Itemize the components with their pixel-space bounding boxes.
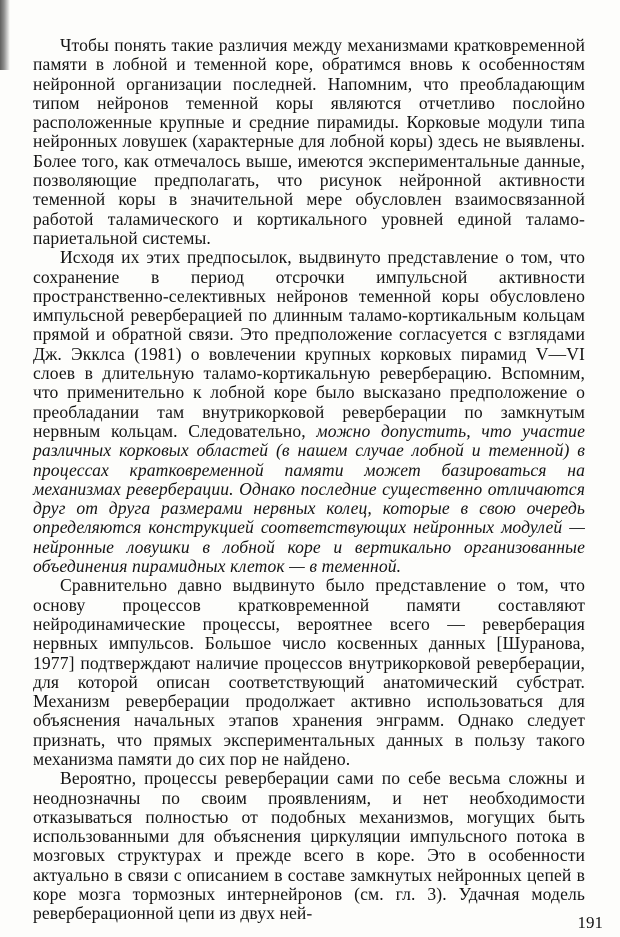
paragraph-3: Сравнительно давно выдвинуто было представление о том, что основу процессов кратковременной памяти составляют нейродинамические процессы, вероятнее всего — реверберация нервных импульсов. Большое число косвенных данных [Шуранова, 1977] подтверждают наличие процессов внутрикорковой реверберации, для которой описан соответствующий анатомический субстрат. Механизм реверберации продолжает активно использоваться для объяснения начальных этапов хранения энграмм. Однако следует признать, что прямых экспериментальных данных в пользу такого механизма памяти до сих пор не найдено. <box>33 575 585 769</box>
page-number: 191 <box>577 913 603 932</box>
paragraph-2 <box>33 248 585 576</box>
body-text <box>33 36 585 924</box>
paragraph-2-italic: можно допустить, что участие различных корковых областей (в нашем случае лобной и теменной) в процессах кратковременной памяти может базироваться на механизмах реверберации. Однако последние существенно отличаются друг от друга размерами нервных колец, которые в свою очередь определяются конструкцией соответствующих нейронных модулей — нейронные ловушки в лобной коре и вертикально организованные объединения пирамидных клеток — в теменной. <box>33 420 585 577</box>
scan-shadow <box>0 0 10 70</box>
paragraph-4: Вероятно, процессы реверберации сами по себе весьма сложны и неоднозначны по своим проявлениям, и нет необходимости отказываться полностью от подобных механизмов, могущих быть использованными для объяснения циркуляции импульсного потока в мозговых структурах и прежде всего в коре. Это в особенности актуально в связи с описанием в составе замкнутых нейронных цепей в коре мозга тормозных интернейронов (см. гл. 3). Удачная модель реверберационной цепи из двух ней- <box>33 768 585 924</box>
paragraph-2-regular: Исходя их этих предпосылок, выдвинуто представление о том, что сохранение в период отсрочки импульсной активности пространственно-селективных нейронов теменной коры обусловлено импульсной реверберацией по длинным таламо-кортикальным кольцам прямой и обратной связи. Это предположение согласуется с взглядами Дж. Экклса (1981) о вовлечении крупных корковых пирамид V—VI слоев в длительную таламо-кортикальную реверберацию. Вспомним, что применительно к лобной коре было высказано предположение о преобладании там внутрикорковой реверберации по замкнутым нервным кольцам. Следовательно, <box>33 247 585 441</box>
paragraph-1: Чтобы понять такие различия между механизмами кратковременной памяти в лобной и теменной коре, обратимся вновь к особенностям нейронной организации последней. Напомним, что преобладающим типом нейронов теменной коры являются отчетливо послойно расположенные крупные и средние пирамиды. Корковые модули типа нейронных ловушек (характерные для лобной коры) здесь не выявлены. Более того, как отмечалось выше, имеются экспериментальные данные, позволяющие предполагать, что рисунок нейронной активности теменной коры в значительной мере обусловлен взаимосвязанной работой таламического и кортикального уровней единой таламо-париетальной системы. <box>33 35 585 248</box>
